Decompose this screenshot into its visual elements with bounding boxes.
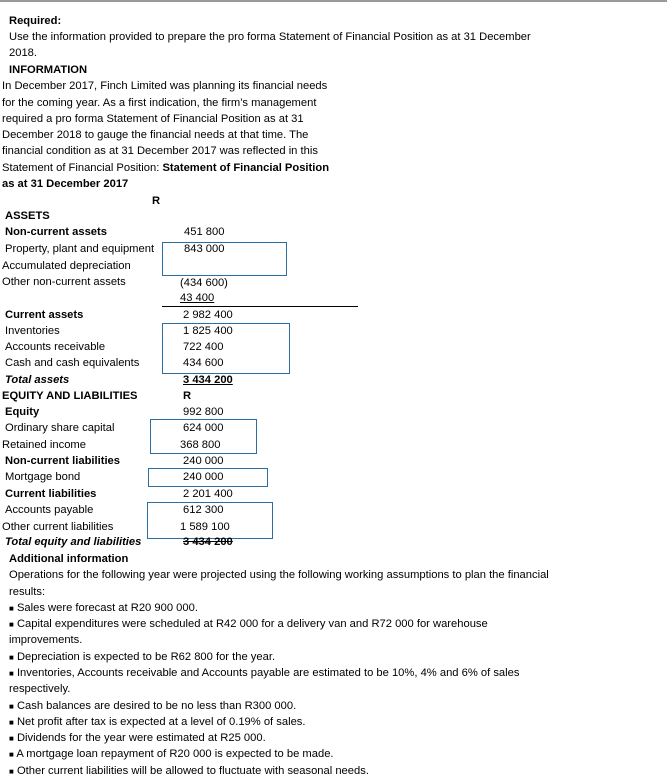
ocl-label: Other current liabilities: [2, 521, 114, 533]
cl-label: Current liabilities: [5, 488, 97, 500]
additional-intro-1: Operations for the following year were projected using the following working assumptions to plan the financial: [9, 569, 549, 581]
ncl-value: 240 000: [183, 455, 224, 467]
bullet-item-9: [9, 764, 369, 779]
nca-label: Non-current assets: [5, 226, 107, 238]
acc-dep-label: Accumulated depreciation: [2, 260, 131, 272]
mortgage-label: Mortgage bond: [5, 471, 81, 483]
ocl-value: 1 589 100: [180, 521, 230, 533]
bullet-item-6: [9, 715, 306, 730]
ar-label: Accounts receivable: [5, 341, 106, 353]
required-heading: Required:: [9, 15, 62, 27]
required-line-1: Use the information provided to prepare the pro forma Statement of Financial Position as at 31 December: [9, 31, 531, 43]
cash-label: Cash and cash equivalents: [5, 357, 140, 369]
ppe-label: Property, plant and equipment: [5, 243, 155, 255]
eq-liab-heading: EQUITY AND LIABILITIES: [2, 390, 138, 402]
bullet-text-2: Capital expenditures were scheduled at R42 000 for a delivery van and R72 000 for warehouse: [16, 618, 488, 630]
info-line-4: December 2018 to gauge the financial needs at that time. The: [2, 129, 309, 141]
mortgage-value: 240 000: [183, 471, 224, 483]
bullet-text-7: Dividends for the year were estimated at R25 000.: [16, 732, 266, 744]
inv-value: 1 825 400: [183, 325, 233, 337]
top-border: [0, 0, 667, 2]
info-line-1: In December 2017, Finch Limited was planning its financial needs: [2, 80, 328, 92]
ca-value: 2 982 400: [183, 309, 233, 321]
share-cap-label: Ordinary share capital: [5, 422, 115, 434]
info-line-3: required a pro forma Statement of Financial Position as at 31: [2, 113, 304, 125]
square-bullet-icon: ■: [9, 620, 14, 629]
square-bullet-icon: ■: [9, 669, 14, 678]
total-assets-label: Total assets: [5, 374, 70, 386]
nca-value: 451 800: [184, 226, 225, 238]
bullet-text-1: Sales were forecast at R20 900 000.: [16, 602, 198, 614]
info-line-5: financial condition as at 31 December 2017 was reflected in this: [2, 145, 318, 157]
ca-label: Current assets: [5, 309, 84, 321]
square-bullet-icon: ■: [9, 734, 14, 743]
acc-dep-value: (434 600): [180, 277, 228, 289]
info-line-6-plain: Statement of Financial Position:: [2, 162, 163, 174]
equity-label: Equity: [5, 406, 40, 418]
information-heading: INFORMATION: [9, 64, 88, 76]
ppe-value: 843 000: [184, 243, 225, 255]
bullet-text-3: Depreciation is expected to be R62 800 for the year.: [16, 651, 276, 663]
bullet-text-5: Cash balances are desired to be no less than R300 000.: [16, 700, 297, 712]
total-el-value: 3 434 200: [183, 536, 233, 548]
bullet-item-8: [9, 747, 334, 762]
info-line-6: [2, 161, 329, 175]
square-bullet-icon: ■: [9, 604, 14, 613]
info-line-2: for the coming year. As a first indication, the firm’s management: [2, 97, 317, 109]
ppe-box: [162, 242, 287, 276]
required-line-2: 2018.: [9, 47, 37, 59]
bullet-item-2: [9, 617, 488, 632]
bullet-text-8: A mortgage loan repayment of R20 000 is expected to be made.: [16, 748, 334, 760]
additional-intro-2: results:: [9, 586, 46, 598]
equity-value: 992 800: [183, 406, 224, 418]
inv-label: Inventories: [5, 325, 60, 337]
info-line-6-bold: Statement of Financial Position: [162, 162, 330, 174]
cash-value: 434 600: [183, 357, 224, 369]
currency-header-2: R: [183, 390, 192, 402]
bullet-text-4: Inventories, Accounts receivable and Accounts payable are estimated to be 10%, 4% and 6% of sales: [16, 667, 520, 679]
info-date-line: as at 31 December 2017: [2, 178, 129, 190]
additional-heading: Additional information: [9, 553, 129, 565]
nca-rule: [162, 306, 358, 307]
bullet-text-9: Other current liabilities will be allowed to fluctuate with seasonal needs.: [16, 765, 369, 777]
total-el-label: Total equity and liabilities: [5, 536, 142, 548]
share-cap-value: 624 000: [183, 422, 224, 434]
ap-label: Accounts payable: [5, 504, 94, 516]
bullet-item-7: [9, 731, 266, 746]
ap-value: 612 300: [183, 504, 224, 516]
bullet-text-6: Net profit after tax is expected at a level of 0.19% of sales.: [16, 716, 306, 728]
bullet-item-2-cont: improvements.: [9, 634, 83, 646]
square-bullet-icon: ■: [9, 750, 14, 759]
square-bullet-icon: ■: [9, 718, 14, 727]
retained-label: Retained income: [2, 439, 86, 451]
bullet-item-5: [9, 699, 296, 714]
assets-heading: ASSETS: [5, 210, 50, 222]
bullet-item-4-cont: respectively.: [9, 683, 71, 695]
bullet-item-1: [9, 601, 198, 616]
bullet-item-3: [9, 650, 275, 665]
bullet-item-4: [9, 666, 519, 681]
square-bullet-icon: ■: [9, 767, 14, 776]
total-assets-value: 3 434 200: [183, 374, 233, 386]
ncl-label: Non-current liabilities: [5, 455, 120, 467]
currency-header: R: [152, 195, 161, 207]
square-bullet-icon: ■: [9, 702, 14, 711]
cl-value: 2 201 400: [183, 488, 233, 500]
retained-value: 368 800: [180, 439, 221, 451]
other-nca-value: 43 400: [180, 292, 215, 304]
other-nca-label: Other non-current assets: [2, 276, 126, 288]
square-bullet-icon: ■: [9, 653, 14, 662]
ar-value: 722 400: [183, 341, 224, 353]
